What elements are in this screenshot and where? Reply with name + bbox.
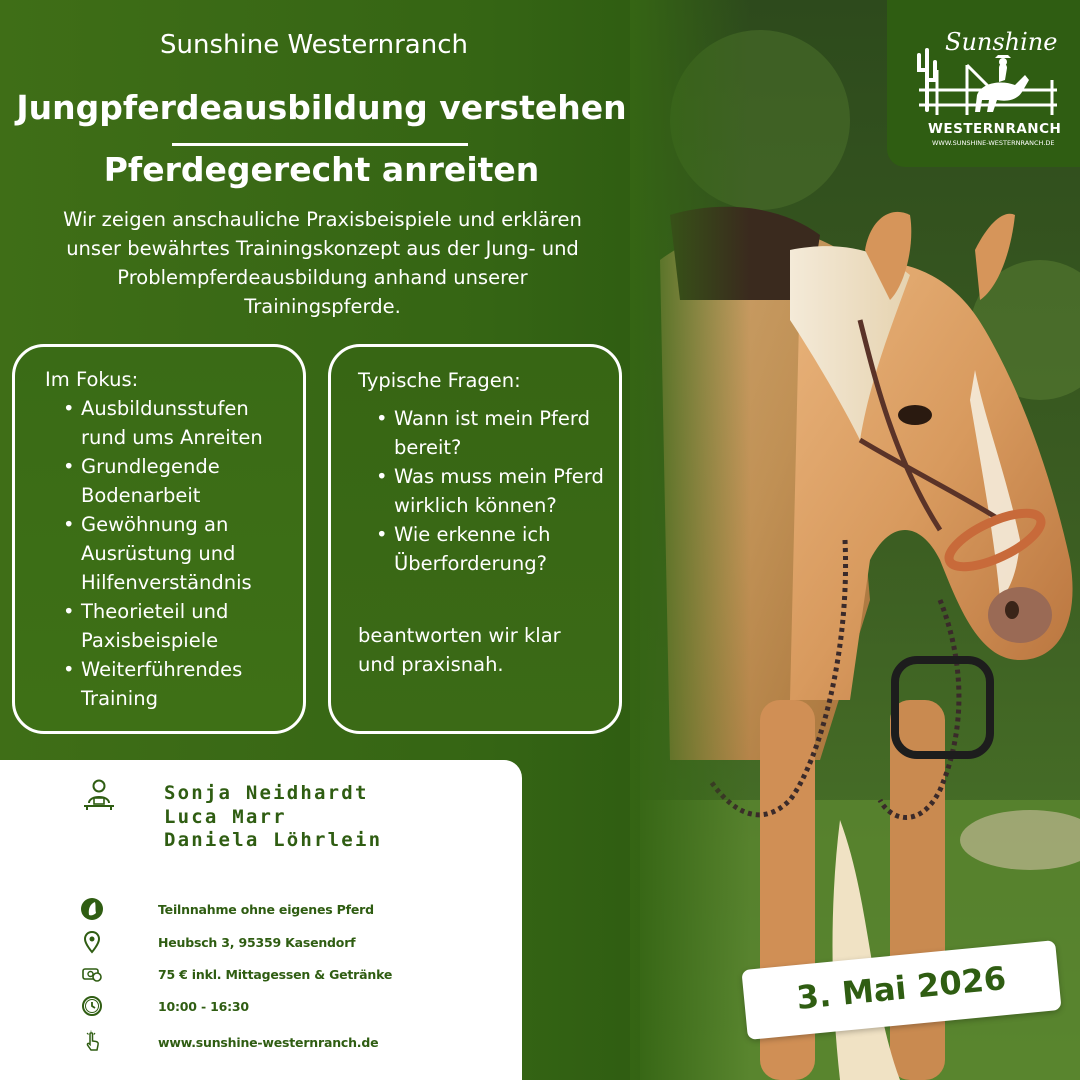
title-divider [172,143,468,146]
money-icon [80,962,104,986]
participation-text: Teilnnahme ohne eigenes Pferd [158,902,374,917]
photo-fade [630,0,750,1080]
horse-head-icon [80,897,104,921]
time-text: 10:00 - 16:30 [158,999,249,1014]
person-at-desk-icon [82,779,116,815]
headline-primary: Jungpferdeausbildung verstehen [16,88,627,127]
participation-row [80,897,520,923]
logo-name: WESTERNRANCH [928,121,1062,137]
clock-icon [80,994,104,1018]
question-item: • Wann ist mein Pferd bereit? [394,404,614,462]
trainer-name: Daniela Löhrlein [164,829,383,851]
intro-text: Wir zeigen anschauliche Praxisbeispiele und erklären unser bewährtes Trainingskonzept aus der Jung- und Problempferdeausbildung anhand unserer Trainingspferde. [63,208,582,318]
question-item: • Wie erkenne ich Überforderung? [394,520,614,578]
tap-hand-icon [80,1030,104,1054]
location-pin-icon [80,930,104,954]
brand-name: Sunshine Westernranch [160,30,468,60]
questions-list [394,404,614,578]
logo-graphic [887,0,1080,167]
focus-item: • Weiterführendes Training [81,655,296,713]
price-text: 75 € inkl. Mittagessen & Getränke [158,967,393,982]
questions-heading: Typische Fragen: [358,369,521,392]
focus-item: • Gewöhnung an Ausrüstung und Hilfenverständnis [81,510,296,597]
address-text: Heubsch 3, 95359 Kasendorf [158,935,356,950]
website-link[interactable]: www.sunshine-westernranch.de [158,1035,379,1050]
focus-heading: Im Fokus: [45,368,139,391]
focus-item: • Ausbildunsstufen rund ums Anreiten [81,394,296,452]
focus-list [81,394,296,713]
ranch-logo [887,0,1080,167]
headline-secondary: Pferdegerecht anreiten [103,150,540,189]
time-row [80,994,520,1020]
address-row [80,930,520,956]
event-date: 3. Mai 2026 [794,959,1008,1017]
questions-closing: beantworten wir klar und praxisnah. [358,624,561,676]
trainer-names [164,782,382,853]
questions-card [328,344,622,734]
trainer-name: Sonja Neidhardt [164,782,369,804]
focus-item: • Theorieteil und Paxisbeispiele [81,597,296,655]
logo-url: WWW.SUNSHINE-WESTERNRANCH.DE [932,139,1055,147]
trainer-name: Luca Marr [164,805,287,828]
focus-card [12,344,306,734]
question-item: • Was muss mein Pferd wirklich können? [394,462,614,520]
price-row [80,962,520,988]
website-row[interactable] [80,1030,520,1056]
logo-script: Sunshine [945,28,1058,56]
focus-item: • Grundlegende Bodenarbeit [81,452,296,510]
